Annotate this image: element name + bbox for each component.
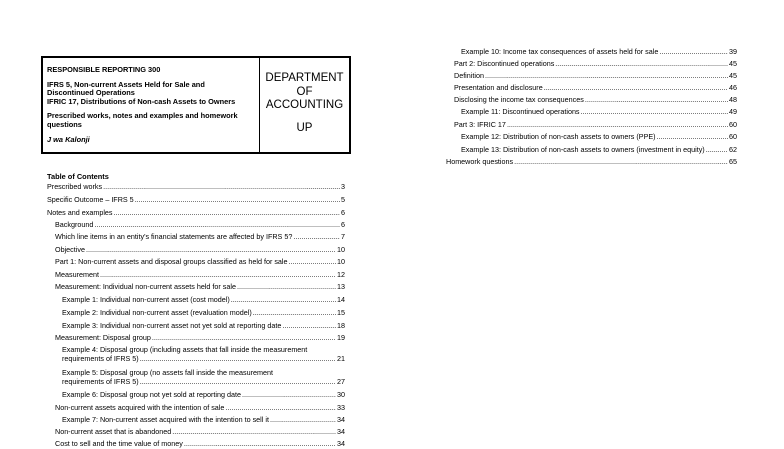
toc-entry[interactable] (62, 416, 345, 425)
toc-entry[interactable] (55, 283, 345, 292)
toc-page-number: 60 (729, 120, 737, 129)
toc-page-number: 34 (337, 415, 345, 424)
dot-leader (555, 60, 728, 69)
toc-entry[interactable] (55, 404, 345, 413)
toc-page-number: 3 (341, 182, 345, 191)
dot-leader (172, 428, 336, 437)
dot-leader (237, 283, 336, 292)
toc-entry-title: Example 2: Individual non-current asset (revaluation model) (62, 308, 252, 317)
toc-entry-title: Presentation and disclosure (454, 83, 543, 92)
toc-entry[interactable] (461, 146, 737, 155)
toc-page-number: 34 (337, 439, 345, 448)
toc-entry-title: Notes and examples (47, 208, 113, 217)
dot-leader (585, 96, 728, 105)
toc-entry-title: Example 5: Disposal group (no assets fall inside the measurement (62, 368, 273, 377)
toc-entry[interactable] (55, 271, 345, 280)
course-title: RESPONSIBLE REPORTING 300 (47, 65, 161, 74)
toc-entry[interactable] (62, 322, 345, 331)
toc-page-number: 13 (337, 282, 345, 291)
dot-leader (114, 209, 340, 218)
toc-entry-title: Definition (454, 71, 484, 80)
dot-leader (225, 404, 336, 413)
dot-leader (253, 309, 336, 318)
toc-page-number: 60 (729, 132, 737, 141)
toc-page-number: 19 (337, 333, 345, 342)
toc-entry-title: Example 1: Individual non-current asset (cost model) (62, 295, 230, 304)
toc-entry[interactable] (55, 233, 345, 242)
toc-entry-title: Measurement (55, 270, 99, 279)
dot-leader (103, 183, 340, 192)
dot-leader (507, 121, 728, 130)
toc-entry-title: Part 3: IFRIC 17 (454, 120, 506, 129)
dot-leader (270, 416, 336, 425)
toc-page-number: 65 (729, 157, 737, 166)
toc-entry[interactable] (55, 258, 345, 267)
department-label (260, 58, 349, 152)
toc-entry-title: Cost to sell and the time value of money (55, 439, 183, 448)
toc-page-number: 14 (337, 295, 345, 304)
toc-entry-title: Disclosing the income tax consequences (454, 95, 584, 104)
toc-entry[interactable] (47, 209, 345, 218)
toc-page-number: 18 (337, 321, 345, 330)
toc-entry-title: Example 6: Disposal group not yet sold at reporting date (62, 390, 241, 399)
toc-entry[interactable] (47, 183, 345, 192)
title-box (41, 56, 351, 154)
toc-page-number: 45 (729, 71, 737, 80)
toc-entry[interactable] (446, 158, 737, 167)
toc-entry-title: Measurement: Disposal group (55, 333, 151, 342)
standard-title: IFRS 5, Non-current Assets Held for Sale and (47, 79, 205, 89)
toc-page-number: 10 (337, 245, 345, 254)
dot-leader (659, 48, 728, 57)
toc-entry-title: Example 7: Non-current asset acquired with the intention to sell it (62, 415, 269, 424)
author-name: J wa Kalonji (47, 134, 90, 144)
toc-entry-title: Non-current asset that is abandoned (55, 427, 172, 436)
toc-entry-title: Part 1: Non-current assets and disposal groups classified as held for sale (55, 257, 288, 266)
dot-leader (140, 355, 336, 364)
toc-page-number: 5 (341, 195, 345, 204)
toc-page-number: 27 (337, 376, 345, 386)
toc-entry[interactable] (47, 196, 345, 205)
toc-entry[interactable] (461, 48, 737, 57)
dot-leader (135, 196, 340, 205)
toc-page-number: 34 (337, 427, 345, 436)
toc-entry[interactable] (62, 391, 345, 400)
toc-entry[interactable] (62, 369, 345, 386)
dot-leader (514, 158, 728, 167)
toc-entry-title: Measurement: Individual non-current assets held for sale (55, 282, 236, 291)
dot-leader (544, 84, 728, 93)
toc-entry-title: Example 11: Discontinued operations (461, 107, 580, 116)
toc-page-number: 39 (729, 47, 737, 56)
toc-entry-title: Homework questions (446, 157, 514, 166)
toc-entry[interactable] (454, 121, 737, 130)
toc-page-number: 6 (341, 208, 345, 217)
dot-leader (231, 296, 336, 305)
toc-entry-title: Which line items in an entity's financial statements are affected by IFRS 5? (55, 232, 293, 241)
toc-entry[interactable] (454, 96, 737, 105)
department-line: DEPARTMENT (265, 72, 344, 84)
dot-leader (485, 72, 728, 81)
toc-entry-title: Part 2: Discontinued operations (454, 59, 555, 68)
toc-page-number: 46 (729, 83, 737, 92)
toc-page-number: 45 (729, 59, 737, 68)
dot-leader (657, 133, 728, 142)
dot-leader (152, 334, 336, 343)
department-line: ACCOUNTING (265, 99, 344, 111)
toc-entry[interactable] (461, 108, 737, 117)
dot-leader (94, 221, 340, 230)
toc-page-number: 49 (729, 107, 737, 116)
toc-entry-title: Example 13: Distribution of non-cash assets to owners (investment in equity) (461, 145, 705, 154)
dot-leader (581, 108, 728, 117)
toc-page-number: 30 (337, 390, 345, 399)
dot-leader (100, 271, 336, 280)
toc-entry[interactable] (461, 133, 737, 142)
toc-entry-title: Background (55, 220, 94, 229)
toc-page-number: 48 (729, 95, 737, 104)
toc-entry-title: Objective (55, 245, 85, 254)
toc-entry-title: requirements of IFRS 5) (62, 353, 139, 363)
toc-entry-title: Example 4: Disposal group (including assets that fall inside the measurement (62, 345, 308, 354)
toc-entry-title: Example 10: Income tax consequences of assets held for sale (461, 47, 659, 56)
dot-leader (706, 146, 728, 155)
dot-leader (289, 258, 336, 267)
dot-leader (242, 391, 336, 400)
course-info (43, 58, 260, 152)
dot-leader (140, 378, 336, 387)
toc-entry-title: requirements of IFRS 5) (62, 376, 139, 386)
toc-entry[interactable] (454, 84, 737, 93)
toc-entry[interactable] (55, 334, 345, 343)
toc-page-number: 33 (337, 403, 345, 412)
material-description: Prescribed works, notes and examples and homework (47, 111, 238, 121)
toc-entry[interactable] (62, 346, 345, 363)
material-description-cont: questions (47, 119, 82, 129)
department-line: OF (296, 85, 313, 98)
toc-page-number: 6 (341, 220, 345, 229)
toc-entry[interactable] (55, 428, 345, 437)
toc-page-number: 62 (729, 145, 737, 154)
toc-entry[interactable] (62, 309, 345, 318)
toc-entry[interactable] (55, 221, 345, 230)
toc-page-number: 10 (337, 257, 345, 266)
toc-entry-title: Specific Outcome – IFRS 5 (47, 195, 134, 204)
toc-page-number: 15 (337, 308, 345, 317)
toc-heading: Table of Contents (47, 172, 109, 181)
dot-leader (86, 246, 336, 255)
toc-entry[interactable] (55, 246, 345, 255)
toc-entry[interactable] (62, 296, 345, 305)
toc-entry-title: Example 3: Individual non-current asset not yet sold at reporting date (62, 321, 282, 330)
toc-entry[interactable] (55, 440, 345, 449)
toc-entry-title: Example 12: Distribution of non-cash assets to owners (PPE) (461, 132, 656, 141)
toc-entry[interactable] (454, 60, 737, 69)
toc-page-number: 21 (337, 353, 345, 363)
toc-entry-title: Non-current assets acquired with the intention of sale (55, 403, 225, 412)
dot-leader (184, 440, 336, 449)
toc-page-number: 7 (341, 232, 345, 241)
standard-title-cont: Discontinued Operations (47, 88, 135, 98)
ifric-title: IFRIC 17, Distributions of Non-cash Assets to Owners (47, 96, 236, 106)
dot-leader (282, 322, 336, 331)
toc-entry-title: Prescribed works (47, 182, 103, 191)
toc-entry[interactable] (454, 72, 737, 81)
dot-leader (293, 233, 340, 242)
university-abbrev: UP (296, 121, 313, 134)
toc-page-number: 12 (337, 270, 345, 279)
